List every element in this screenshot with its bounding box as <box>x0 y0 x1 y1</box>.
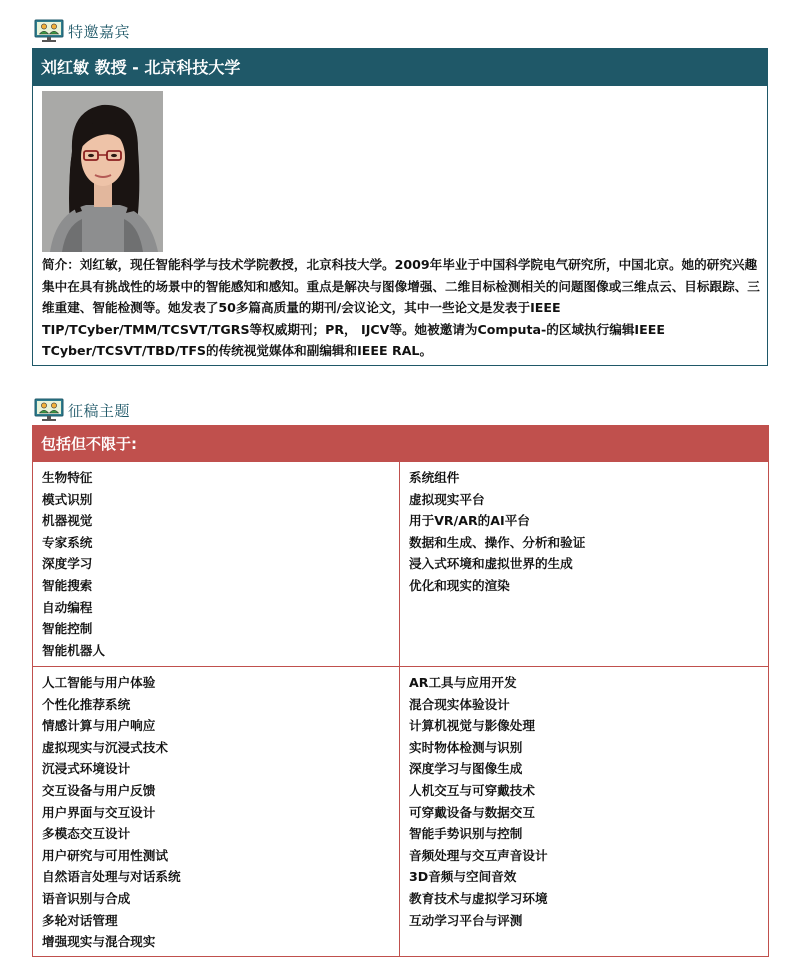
guest-section-heading <box>34 18 130 44</box>
topic-list <box>409 672 768 931</box>
topic-item: 情感计算与用户响应 <box>42 718 156 734</box>
topic-item: 深度学习 <box>42 556 93 572</box>
topic-item: 多模态交互设计 <box>42 826 131 842</box>
topics-section-heading <box>34 397 130 423</box>
topic-item: 沉浸式环境设计 <box>42 761 131 777</box>
topic-item: 虚拟现实平台 <box>409 491 485 507</box>
topic-item: 数据和生成、操作、分析和验证 <box>409 534 586 550</box>
topic-item: 浸入式环境和虚拟世界的生成 <box>409 556 573 572</box>
topic-item: 自动编程 <box>42 599 93 615</box>
topic-item: 系统组件 <box>409 470 460 485</box>
topic-item: 交互设备与用户反馈 <box>42 782 156 798</box>
topic-item: 虚拟现实与沉浸式技术 <box>42 739 168 755</box>
topic-item: 深度学习与图像生成 <box>409 761 523 777</box>
topic-item: 教育技术与虚拟学习环境 <box>409 890 548 906</box>
topic-item: 可穿戴设备与数据交互 <box>409 804 535 820</box>
topic-item: 智能机器人 <box>42 642 105 658</box>
topics-table <box>32 425 769 957</box>
topics-grid <box>33 462 768 956</box>
topic-list <box>42 467 399 661</box>
topic-item: 多轮对话管理 <box>42 912 118 928</box>
topic-item: 用户研究与可用性测试 <box>42 847 168 863</box>
guest-name-bar: 刘红敏 教授 - 北京科技大学 <box>33 49 767 86</box>
topic-item: 智能手势识别与控制 <box>409 826 523 842</box>
topic-item: 生物特征 <box>42 470 93 485</box>
topics-cell-3 <box>33 672 399 953</box>
topic-list <box>409 467 768 597</box>
guest-photo <box>42 91 163 252</box>
topic-item: 优化和现实的渲染 <box>409 577 510 593</box>
topic-item: 计算机视觉与影像处理 <box>409 718 535 734</box>
topics-cell-4 <box>400 672 768 931</box>
topic-item: 专家系统 <box>42 534 93 550</box>
topic-item: 互动学习平台与评测 <box>409 912 523 928</box>
topics-header-bar: 包括但不限于: <box>33 426 768 462</box>
topic-item: 个性化推荐系统 <box>42 696 131 712</box>
topic-item: 智能搜索 <box>42 577 93 593</box>
topic-item: 自然语言处理与对话系统 <box>42 869 181 885</box>
topic-item: 音频处理与交互声音设计 <box>409 847 548 863</box>
topics-cell-1 <box>33 467 399 661</box>
topic-item: 语音识别与合成 <box>42 890 131 906</box>
topic-item: 混合现实体验设计 <box>409 696 510 712</box>
topic-item: 模式识别 <box>42 491 93 507</box>
topic-item: 实时物体检测与识别 <box>409 739 523 755</box>
topic-item: 智能控制 <box>42 621 93 637</box>
topic-item: 3D音频与空间音效 <box>409 869 517 885</box>
people-board-icon <box>34 19 64 43</box>
topic-item: 用于VR/AR的AI平台 <box>409 513 530 529</box>
topic-item: 人工智能与用户体验 <box>42 675 156 690</box>
people-board-icon <box>34 398 64 422</box>
topic-item: 人机交互与可穿戴技术 <box>409 782 535 798</box>
topics-section-title: 征稿主题 <box>68 401 131 420</box>
topic-item: 用户界面与交互设计 <box>42 804 156 820</box>
topic-item: 机器视觉 <box>42 513 93 529</box>
row-divider <box>33 666 768 667</box>
topic-list <box>42 672 399 953</box>
guest-bio: 简介：刘红敏，现任智能科学与技术学院教授，北京科技大学。2009年毕业于中国科学院电气研究所，中国北京。她的研究兴趣集中在具有挑战性的场景中的智能感知和感知。重点是解决与图像增强、二维目标检测相关的问题图像或三维点云、目标跟踪、三维重建、智能检测等。她发表了50多篇高质量的期刊/会议论文，其中一些论文是发表于IEEE TIP/TCyber/TMM/TCSVT/TGRS等权威期刊；PR， IJCV等。她被邀请为Computa-的区域执行编辑IEEE TCyber/TCSVT/TBD/TFS的传统视觉媒体和副编辑和IEEE RAL。 <box>42 257 760 359</box>
topic-item: 增强现实与混合现实 <box>42 934 156 950</box>
guest-section-title: 特邀嘉宾 <box>68 22 131 41</box>
topic-item: AR工具与应用开发 <box>409 675 517 690</box>
topics-cell-2 <box>400 467 768 597</box>
portrait-illustration <box>42 91 163 252</box>
guest-card <box>32 48 768 366</box>
